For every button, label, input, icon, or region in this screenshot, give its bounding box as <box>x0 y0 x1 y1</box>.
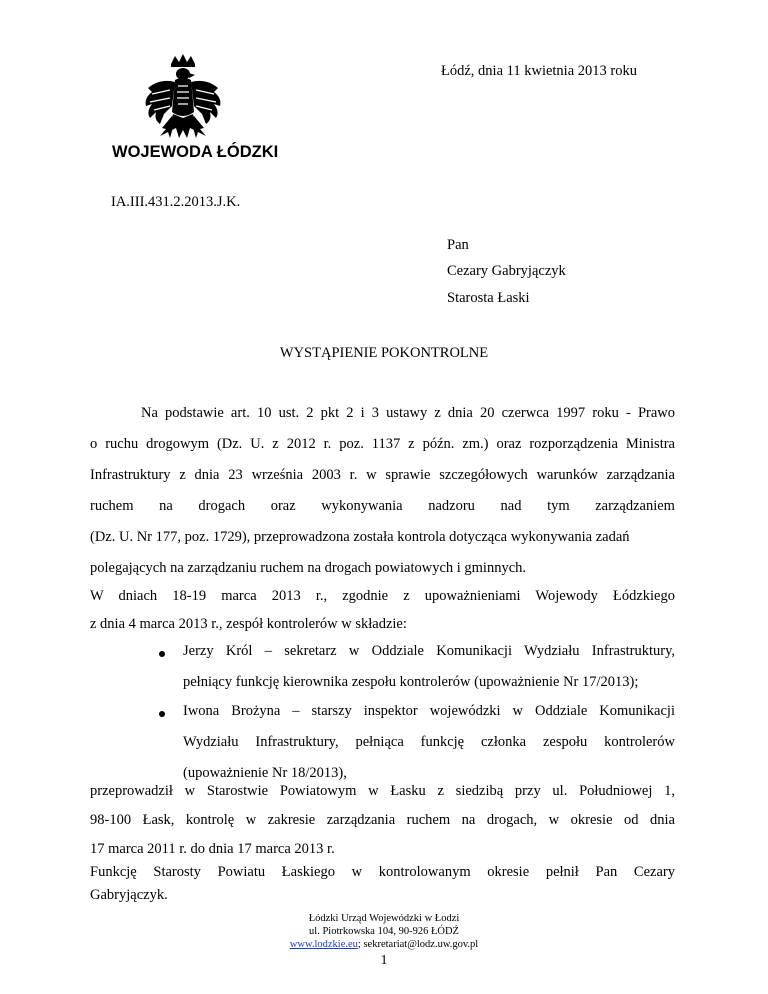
bullet-line: Wydziału Infrastruktury, pełniąca funkcję członka zespołu kontrolerów <box>183 734 675 750</box>
word: drogach <box>198 498 246 514</box>
word: zarządzaniem <box>595 498 675 514</box>
office-name: WOJEWODA ŁÓDZKI <box>112 143 279 161</box>
word: oraz <box>270 498 296 514</box>
paragraph-line: 17 marca 2011 r. do dnia 17 marca 2013 r. <box>90 841 335 857</box>
website-link[interactable]: www.lodzkie.eu <box>289 939 358 950</box>
paragraph-line: Infrastruktury z dnia 23 września 2003 r. w sprawie szczegółowych warunków zarządzania <box>90 467 675 483</box>
paragraph-line: Gabryjączyk. <box>90 887 168 903</box>
email-address: sekretariat@lodz.uw.gov.pl <box>363 939 479 950</box>
paragraph-line: Na podstawie art. 10 ust. 2 pkt 2 i 3 ustawy z dnia 20 czerwca 1997 roku - Prawo <box>141 405 675 421</box>
word: ruchem <box>90 498 134 514</box>
footer-office: Łódzki Urząd Wojewódzki w Łodzi <box>308 913 460 924</box>
paragraph-line: Funkcję Starosty Powiatu Łaskiego w kontrolowanym okresie pełnił Pan Cezary <box>90 864 675 880</box>
bullet-line: Jerzy Król – sekretarz w Oddziale Komunikacji Wydziału Infrastruktury, <box>183 643 675 659</box>
recipient-position: Starosta Łaski <box>447 290 530 306</box>
bullet-line: Iwona Brożyna – starszy inspektor wojewódzki w Oddziale Komunikacji <box>183 703 675 719</box>
page-number: 1 <box>380 953 388 968</box>
word: na <box>159 498 173 514</box>
paragraph-line: o ruchu drogowym (Dz. U. z 2012 r. poz. 1137 z późn. zm.) oraz rozporządzenia Ministra <box>90 436 675 452</box>
word: wykonywania <box>321 498 403 514</box>
paragraph-line: polegających na zarządzaniu ruchem na drogach powiatowych i gminnych. <box>90 560 527 576</box>
paragraph-line: przeprowadził w Starostwie Powiatowym w Łasku z siedzibą przy ul. Południowej 1, <box>90 783 675 799</box>
document-title: WYSTĄPIENIE POKONTROLNE <box>279 345 489 361</box>
paragraph-line: W dniach 18-19 marca 2013 r., zgodnie z upoważnieniami Wojewody Łódzkiego <box>90 588 675 604</box>
word: nadzoru <box>428 498 475 514</box>
bullet-line: pełniący funkcję kierownika zespołu kontrolerów (upoważnienie Nr 17/2013); <box>183 674 639 690</box>
footer-separator: ; <box>357 939 361 950</box>
paragraph-line <box>90 498 675 515</box>
reference-number: IA.III.431.2.2013.J.K. <box>111 194 241 210</box>
footer <box>0 912 768 951</box>
word: tym <box>547 498 570 514</box>
paragraph-line: (Dz. U. Nr 177, poz. 1729), przeprowadzona została kontrola dotycząca wykonywania zadań <box>90 529 630 545</box>
footer-address: ul. Piotrkowska 104, 90-926 ŁÓDŹ <box>309 926 459 937</box>
paragraph-line: z dnia 4 marca 2013 r., zespół kontrolerów w składzie: <box>90 616 407 632</box>
bullet-dot <box>159 651 165 657</box>
bullet-dot <box>159 711 165 717</box>
recipient-name: Cezary Gabryjączyk <box>447 263 566 279</box>
bullet-line: (upoważnienie Nr 18/2013), <box>183 765 347 781</box>
place-date: Łódź, dnia 11 kwietnia 2013 roku <box>441 63 637 79</box>
paragraph-line: 98-100 Łask, kontrolę w zakresie zarządzania ruchem na drogach, w okresie od dnia <box>90 812 675 828</box>
word: nad <box>500 498 522 514</box>
footer-contact <box>0 938 768 951</box>
polish-eagle-emblem <box>142 54 224 154</box>
recipient-salutation: Pan <box>447 237 469 253</box>
